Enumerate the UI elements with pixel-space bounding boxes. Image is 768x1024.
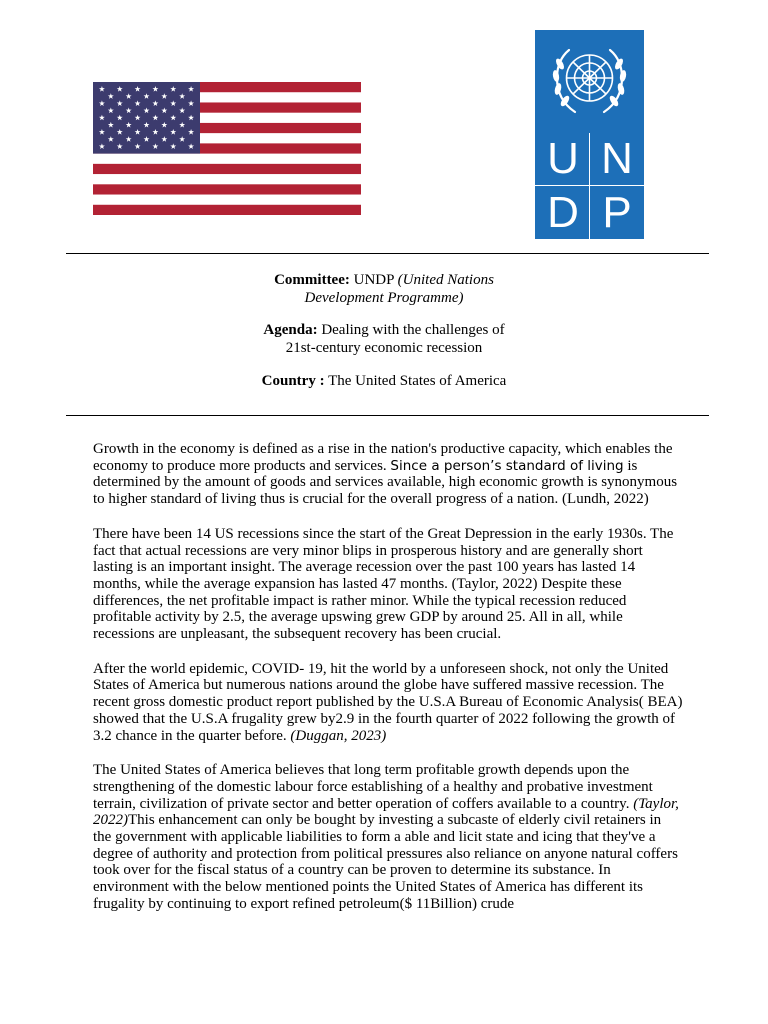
- paragraph-2: There have been 14 US recessions since the start of the Great Depression in the early 1930s. The fact that actual recessions are very minor blips in prosperous history and are generally short lasting is an important insight. The average recession over the past 100 years has lasted 14 months, while the average expansion has lasted 47 months. (Taylor, 2022) Despite these differences, the net profitable impact is rather minor. While the typical recession reduced profitable activity by 2.5, the average upswing grew GDP by around 25. All in all, while recessions are unpleasant, the subsequent recovery has been crucial.: [93, 525, 674, 643]
- flag-stripe: [93, 184, 361, 195]
- agenda-label: Agenda:: [263, 322, 318, 338]
- us-flag-image: [93, 82, 361, 215]
- country-line: [180, 372, 588, 390]
- committee-full-name-1: (United Nations: [397, 272, 494, 288]
- committee-value: UNDP: [353, 272, 394, 288]
- agenda-text-2: 21st-century economic recession: [285, 340, 483, 356]
- paragraph-1-text-a: Growth in the economy is defined as a rise in the nation's productive capacity, which enables the economy to produce more products and services.: [93, 441, 673, 474]
- paragraph-4-citation: (Taylor, 2022): [93, 795, 679, 829]
- country-value: The United States of America: [328, 373, 507, 389]
- logo-letter-n: N: [601, 134, 633, 183]
- top-divider: [66, 253, 709, 254]
- flag-stripe: [93, 205, 361, 215]
- logo-letter-d: D: [547, 188, 579, 237]
- flag-stripe: [93, 174, 361, 185]
- country-label: Country :: [261, 373, 325, 389]
- paragraph-1: [93, 441, 683, 508]
- paragraph-3-citation: (Duggan, 2023): [290, 727, 387, 744]
- document-body: [93, 441, 683, 931]
- paragraph-3-text: After the world epidemic, COVID- 19, hit the world by a unforeseen shock, not only the United States of America but numerous nations around the globe have suffered massive recession. The recent gross domestic product report published by the U.S.A Bureau of Economic Analysis( BEA) showed that the U.S.A frugality grew by2.9 in the fourth quarter of 2022 following the growth of 3.2 chance in the quarter before.: [93, 660, 683, 744]
- paragraph-4-text-a: The United States of America believes that long term profitable growth depends upon the strengthening of the domestic labour force establishing of a healthy and probative investment terrain, civilization of private sector and better operation of coffers available to a country.: [93, 762, 653, 812]
- agenda-text-1: Dealing with the challenges of: [321, 322, 505, 338]
- paragraph-1-text-c: is determined by the amount of goods and services available, high economic growth is synonymous to higher standard of living thus is crucial for the overall progress of a nation. (Lundh, 2022): [93, 457, 678, 508]
- paragraph-4: [93, 762, 683, 912]
- committee-line: [180, 271, 588, 307]
- paragraph-4-text-b: This enhancement can only be bought by investing a subcaste of elderly civil retainers in the government with applicable liabilities to form a able and licit state and icing that they've a degree of authority and protection from political pressures also reliance on anyone natural coffers took over for the fiscal status of a country can be proven to determine its substance. In environment with the below mentioned points the United States of America has different its frugality by continuing to export refined petroleum($ 11Billion) crude: [93, 812, 678, 912]
- logo-divider-horizontal: [535, 185, 644, 186]
- bottom-divider: [66, 415, 709, 416]
- logo-letter-u: U: [547, 134, 579, 183]
- undp-logo: [535, 30, 644, 239]
- committee-full-name-2: Development Programme): [304, 290, 464, 306]
- agenda-line: [180, 321, 588, 357]
- logo-letter-p: P: [602, 188, 632, 237]
- paragraph-1-text-b: Since a person’s standard of living: [390, 457, 624, 474]
- logo-divider-vertical: [589, 133, 590, 239]
- flag-stripe: [93, 195, 361, 206]
- committee-label: Committee:: [274, 272, 350, 288]
- flag-canton: [93, 82, 200, 154]
- un-emblem-icon: [535, 30, 644, 130]
- flag-stripe: [93, 154, 361, 165]
- flag-stripe: [93, 164, 361, 175]
- paragraph-3: [93, 661, 683, 745]
